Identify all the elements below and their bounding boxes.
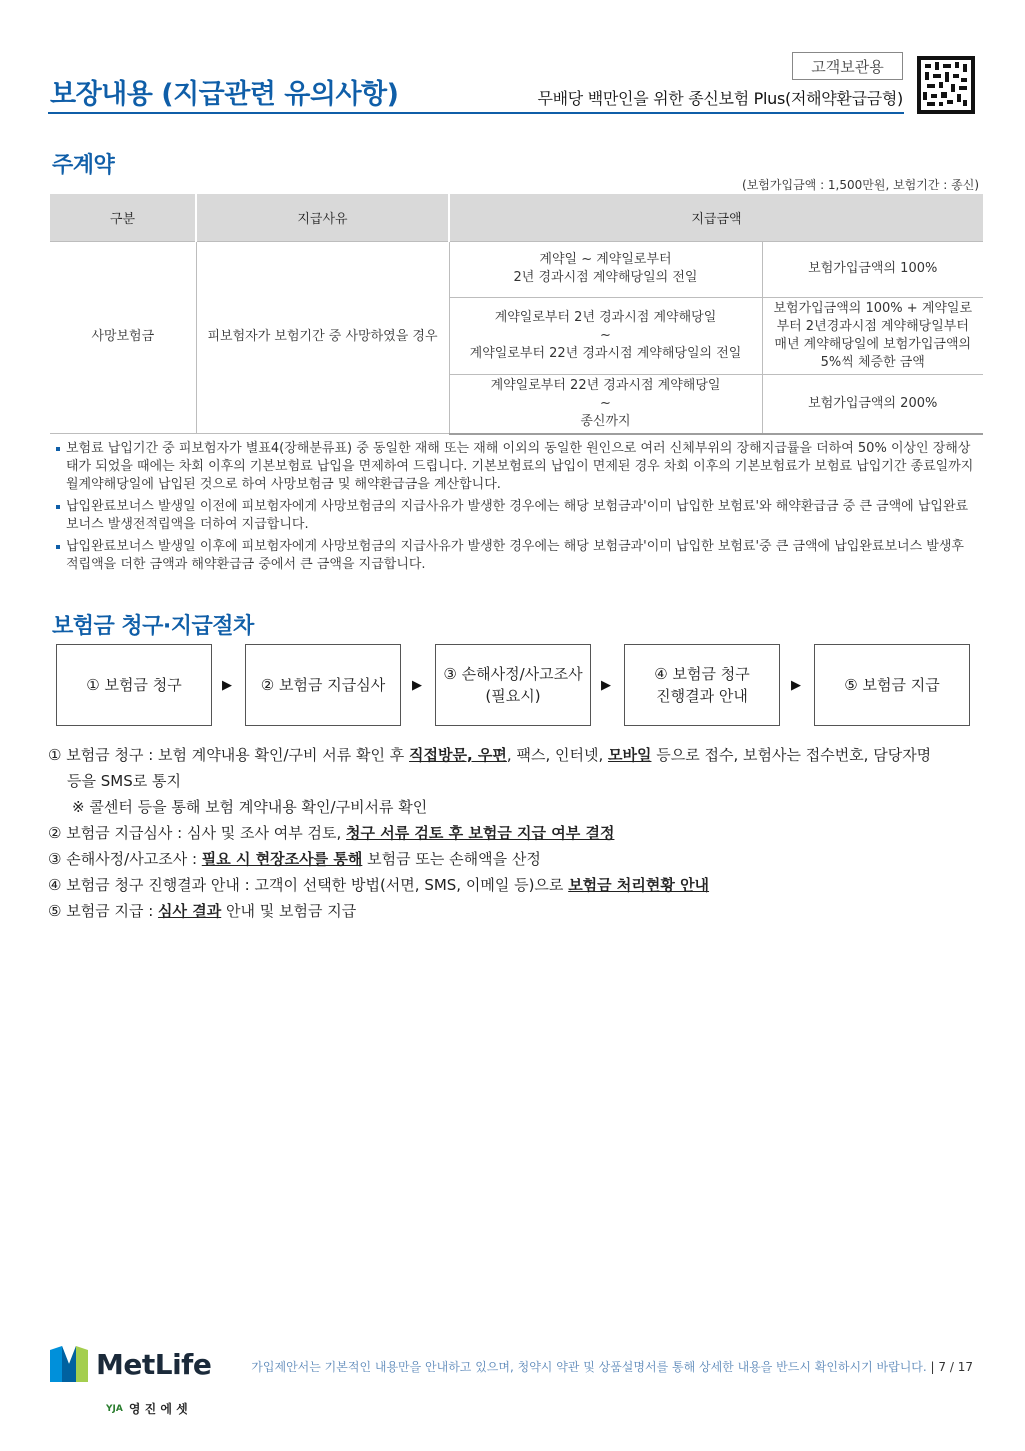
step-4 — [48, 872, 948, 898]
amount-line: 부터 2년경과시점 계약해당일부터 — [776, 318, 969, 334]
period-cell — [449, 241, 762, 297]
step-emphasis: 심사 결과 — [158, 902, 222, 920]
arrow-right-icon: ▶ — [791, 678, 801, 693]
coverage-table — [50, 194, 983, 435]
flow-step-label: ① 보험금 청구 — [86, 676, 182, 694]
claim-flow-diagram — [56, 644, 970, 726]
partner-logo — [106, 1400, 188, 1417]
metlife-logo-icon — [50, 1346, 88, 1382]
flow-step-label: ③ 손해사정/사고조사 — [443, 665, 583, 683]
period-line: ~ — [600, 395, 611, 411]
period-line: 계약일로부터 22년 경과시점 계약해당일 — [490, 377, 721, 393]
step-text: 등으로 접수, 보험사는 접수번호, 담당자명 — [651, 746, 932, 764]
step-emphasis: 직접방문, 우편 — [409, 746, 507, 764]
step-2 — [48, 820, 948, 846]
period-line: 계약일 ~ 계약일로부터 — [539, 252, 672, 267]
table-row — [50, 241, 983, 297]
amount-line: 보험가입금액의 100% + 계약일로 — [773, 300, 973, 316]
period-line: 2년 경과시점 계약해당일의 전일 — [513, 270, 698, 285]
reason-cell: 피보험자가 보험기간 중 사망하였을 경우 — [196, 241, 449, 434]
step-3 — [48, 846, 948, 872]
step-emphasis: 모바일 — [607, 746, 652, 764]
step-1-continued: 등을 SMS로 통지 — [67, 772, 181, 790]
step-emphasis: 청구 서류 검토 후 보험금 지급 여부 결정 — [346, 824, 615, 842]
footer-separator: | — [930, 1360, 935, 1374]
flow-step-label: ② 보험금 지급심사 — [260, 676, 386, 694]
amount-cell — [762, 374, 983, 434]
period-line: ~ — [600, 327, 611, 343]
claim-process-title: 보험금 청구·지급절차 — [52, 614, 254, 639]
flow-step-review — [245, 644, 401, 726]
step-text: ④ 보험금 청구 진행결과 안내 : 고객이 선택한 방법(서면, SMS, 이메일 등)으로 — [48, 876, 569, 894]
column-header: 구분 — [50, 194, 196, 241]
period-line: 종신까지 — [580, 413, 631, 429]
note-item: 납입완료보너스 발생일 이후에 피보험자에게 사망보험금의 지급사유가 발생한 경우에는 해당 보험금과'이미 납입한 보험료'중 큰 금액에 납입완료보너스 발생후적립액을 더한 금액과 해약환급금 중에서 큰 금액을 지급합니다. — [56, 538, 976, 574]
flow-step-label: 진행결과 안내 — [656, 687, 748, 705]
partner-mark-icon: YJA — [106, 1403, 123, 1414]
category-cell: 사망보험금 — [50, 241, 196, 434]
step-text: ③ 손해사정/사고조사 : — [48, 850, 202, 868]
amount-line: 5%씩 체증한 금액 — [820, 354, 925, 370]
claim-steps — [48, 742, 948, 924]
flow-step-label: ④ 보험금 청구 — [654, 665, 750, 683]
product-name: 무배당 백만인을 위한 종신보험 Plus(저해약환급금형) — [537, 89, 903, 108]
step-5 — [48, 898, 948, 924]
step-text: 보험금 또는 손해액을 산정 — [362, 850, 541, 868]
amount-cell — [762, 241, 983, 297]
step-text: , 팩스, 인터넷, — [506, 746, 608, 764]
amount-line: 매년 계약해당일에 보험가입금액의 — [774, 336, 972, 352]
flow-step-investigation — [435, 644, 591, 726]
metlife-logo — [50, 1346, 211, 1382]
step-emphasis: 필요 시 현장조사를 통해 — [201, 850, 363, 868]
arrow-right-icon: ▶ — [412, 678, 422, 693]
step-emphasis: 보험금 처리현황 안내 — [568, 876, 710, 894]
notes-list — [56, 440, 976, 578]
period-line: 계약일로부터 2년 경과시점 계약해당일 — [494, 309, 717, 325]
brand-name: MetLife — [96, 1347, 212, 1381]
flow-step-payment — [814, 644, 970, 726]
table-note: (보험가입금액 : 1,500만원, 보험기간 : 종신) — [742, 178, 979, 192]
partner-name: 영 진 에 셋 — [128, 1402, 188, 1416]
disclaimer-text: 가입제안서는 기본적인 내용만을 안내하고 있으며, 청약시 약관 및 상품설명서를 통해 상세한 내용을 반드시 확인하시기 바랍니다. — [251, 1360, 927, 1374]
column-header: 지급금액 — [449, 194, 983, 241]
amount-line: 보험가입금액의 100% — [808, 261, 938, 276]
flow-step-label: ⑤ 보험금 지급 — [844, 676, 940, 694]
arrow-right-icon: ▶ — [601, 678, 611, 693]
page-number: 7 / 17 — [938, 1360, 973, 1374]
page-title: 보장내용 (지급관련 유의사항) — [50, 79, 399, 110]
step-1 — [48, 742, 948, 768]
column-header: 지급사유 — [196, 194, 449, 241]
period-cell — [449, 297, 762, 374]
header-divider — [48, 112, 904, 114]
footer-disclaimer — [251, 1358, 973, 1375]
step-1-note: ※ 콜센터 등을 통해 보험 계약내용 확인/구비서류 확인 — [72, 798, 428, 816]
arrow-right-icon: ▶ — [222, 678, 232, 693]
step-text: ② 보험금 지급심사 : 심사 및 조사 여부 검토, — [48, 824, 347, 842]
table-header-row — [50, 194, 983, 241]
period-line: 계약일로부터 22년 경과시점 계약해당일의 전일 — [469, 345, 742, 361]
qr-code-icon — [917, 56, 975, 114]
customer-copy-badge: 고객보관용 — [792, 52, 903, 80]
amount-line: 보험가입금액의 200% — [808, 395, 938, 411]
flow-step-progress-notice — [624, 644, 780, 726]
step-text: ⑤ 보험금 지급 : — [48, 902, 159, 920]
main-contract-title: 주계약 — [52, 153, 115, 178]
period-cell — [449, 374, 762, 434]
amount-cell — [762, 297, 983, 374]
flow-step-label: (필요시) — [485, 687, 541, 705]
note-item: 납입완료보너스 발생일 이전에 피보험자에게 사망보험금의 지급사유가 발생한 경우에는 해당 보험금과'이미 납입한 보험료'와 해약환급금 중 큰 금액에 납입완료보너스 발생전적립액을 더하여 지급합니다. — [56, 498, 976, 534]
step-text: ① 보험금 청구 : 보험 계약내용 확인/구비 서류 확인 후 — [48, 746, 410, 764]
note-item: 보험료 납입기간 중 피보험자가 별표4(장해분류표) 중 동일한 재해 또는 재해 이외의 동일한 원인으로 여러 신체부위의 장해지급률을 더하여 50% 이상인 장해상태가 되었을 때에는 차회 이후의 기본보험료 납입을 면제하여 드립니다. 기본보험료의 납입이 면제된 경우 차회 이후의 기본보험료가 보험료 납입기간 종료일까지 월계약해당일에 납입된 것으로 하여 사망보험금 및 해약환급금을 계산합니다. — [56, 440, 976, 494]
step-text: 안내 및 보험금 지급 — [221, 902, 357, 920]
flow-step-claim — [56, 644, 212, 726]
